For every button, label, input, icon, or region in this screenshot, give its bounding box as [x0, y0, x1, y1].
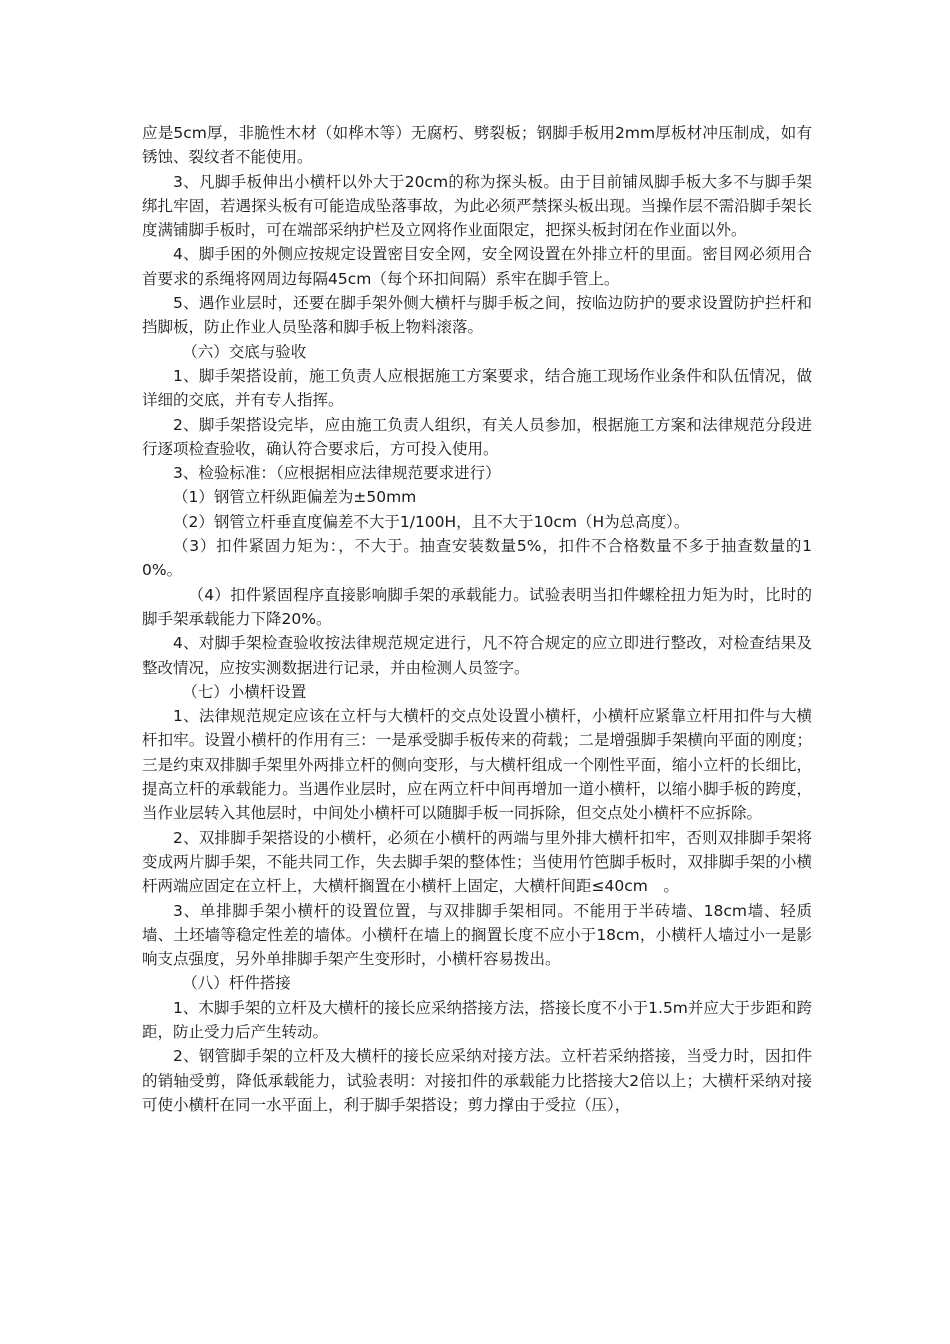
- paragraph: 5、遇作业层时，还要在脚手架外侧大横杆与脚手板之间，按临边防护的要求设置防护拦杆和挡脚板，防止作业人员坠落和脚手板上物料滚落。: [142, 294, 812, 337]
- section-heading: （七）小横杆设置: [182, 682, 307, 701]
- paragraph: 2、钢管脚手架的立杆及大横杆的接长应采纳对接方法。立杆若采纳搭接，当受力时，因扣件的销轴受剪，降低承载能力，试验表明：对接扣件的承载能力比搭接大2倍以上；大横杆采纳对接可使小横杆在同一水平面上，利于脚手架搭设；剪力撑由于受拉（压），: [142, 1047, 812, 1114]
- section-heading: （八）杆件搭接: [182, 974, 291, 993]
- paragraph: 1、脚手架搭设前，施工负责人应根据施工方案要求，结合施工现场作业条件和队伍情况，做详细的交底，并有专人指挥。: [142, 366, 812, 410]
- document-body: [142, 121, 812, 1117]
- paragraph: 4、对脚手架检查验收按法律规范规定进行，凡不符合规定的应立即进行整改，对检查结果及整改情况，应按实测数据进行记录，并由检测人员签字。: [142, 634, 812, 677]
- paragraph: 1、法律规范规定应该在立杆与大横杆的交点处设置小横杆，小横杆应紧靠立杆用扣件与大横杆扣牢。设置小横杆的作用有三：一是承受脚手板传来的荷载；二是增强脚手架横向平面的刚度；三是约束双排脚手架里外两排立杆的侧向变形，与大横杆组成一个刚性平面，缩小立杆的长细比，提高立杆的承载能力。当遇作业层时，应在两立杆中间再增加一道小横杆，以缩小脚手板的跨度，当作业层转入其他层时，中间处小横杆可以随脚手板一同拆除，但交点处小横杆不应拆除。: [142, 707, 812, 823]
- paragraph: （2）钢管立杆垂直度偏差不大于1/100H，且不大于10cm（H为总高度）。: [173, 512, 690, 531]
- paragraph: 4、脚手困的外侧应按规定设置密目安全网，安全网设置在外排立杆的里面。密目网必须用合首要求的系绳将网周边每隔45cm（每个环扣间隔）系牢在脚手管上。: [142, 245, 812, 288]
- paragraph: 3、凡脚手板伸出小横杆以外大于20cm的称为探头板。由于目前铺凤脚手板大多不与脚手架绑扎牢固，若遇探头板有可能造成坠落事故，为此必须严禁探头板出现。当操作层不需沿脚手架长度满铺脚手板时，可在端部采纳护栏及立网将作业面限定，把探头板封闭在作业面以外。: [142, 172, 812, 240]
- paragraph: 2、双排脚手架搭设的小横杆，必须在小横杆的两端与里外排大横杆扣牢，否则双排脚手架将变成两片脚手架，不能共同工作，失去脚手架的整体性；当使用竹笆脚手板时，双排脚手架的小横杆两端应固定在立杆上，大横杆搁置在小横杆上固定，大横杆间距≤40cm 。: [142, 828, 812, 896]
- paragraph: （4）扣件紧固程序直接影响脚手架的承载能力。试验表明当扣件螺栓扭力矩为时，比时的脚手架承载能力下降20%。: [142, 585, 812, 628]
- section-heading: （六）交底与验收: [182, 342, 307, 361]
- paragraph: 3、检验标准：（应根据相应法律规范要求进行）: [173, 464, 501, 483]
- paragraph: 2、脚手架搭设完毕，应由施工负责人组织，有关人员参加，根据施工方案和法律规范分段进行逐项检查验收，确认符合要求后，方可投入使用。: [142, 415, 812, 458]
- paragraph: （1）钢管立杆纵距偏差为±50mm: [173, 488, 417, 507]
- paragraph: 1、木脚手架的立杆及大横杆的接长应采纳搭接方法，搭接长度不小于1.5m并应大于步距和跨距，防止受力后产生转动。: [142, 998, 812, 1041]
- paragraph: 3、单排脚手架小横杆的设置位置，与双排脚手架相同。不能用于半砖墙、18cm墙、轻质墙、土坯墙等稳定性差的墙体。小横杆在墙上的搁置长度不应小于18cm，小横杆人墙过小一是影响支点强度，另外单排脚手架产生变形时，小横杆容易拨出。: [142, 901, 812, 969]
- paragraph: （3）扣件紧固力矩为：，不大于。抽查安装数量5%，扣件不合格数量不多于抽查数量的10%。: [142, 537, 812, 580]
- paragraph: 应是5cm厚，非脆性木材（如桦木等）无腐朽、劈裂板；钢脚手板用2mm厚板材冲压制成，如有锈蚀、裂纹者不能使用。: [142, 124, 812, 167]
